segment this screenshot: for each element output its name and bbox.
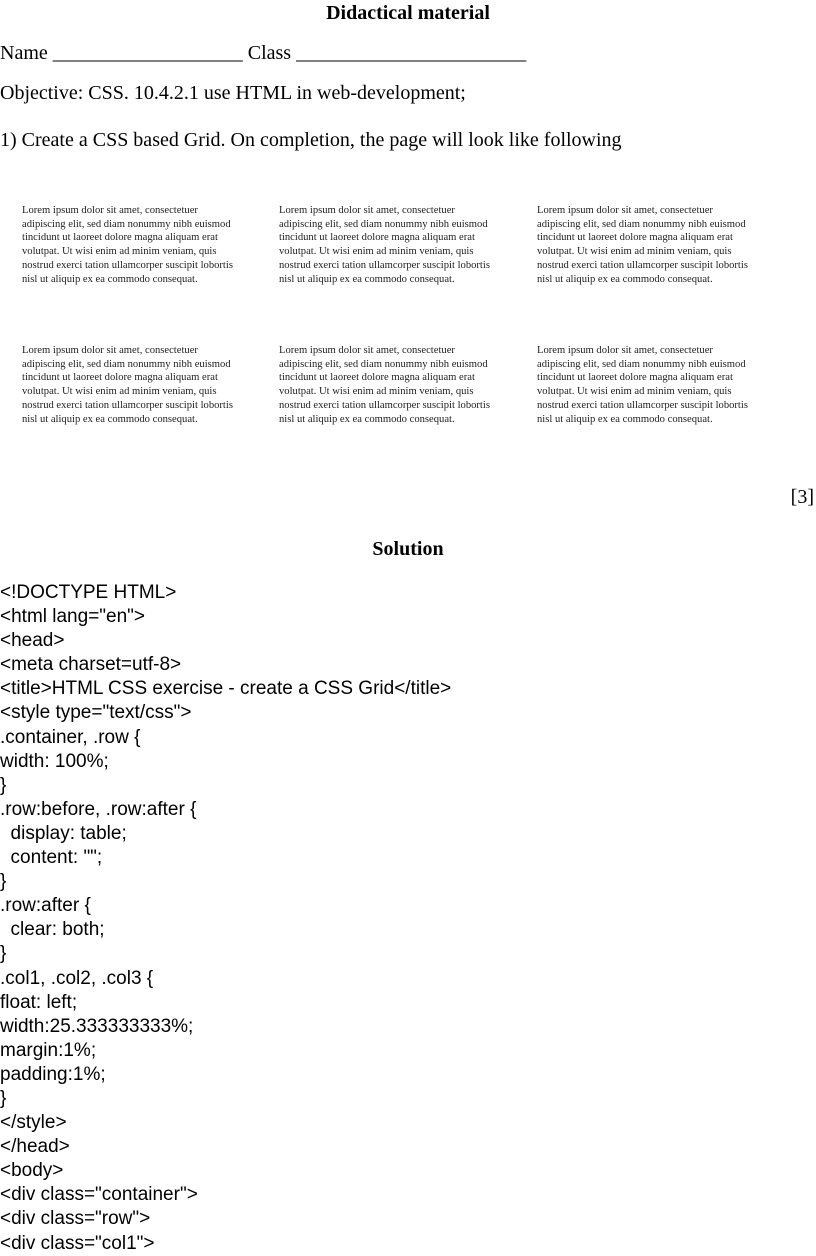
code-line: display: table; <box>0 822 127 844</box>
solution-code-block <box>0 581 451 1256</box>
code-line: } <box>0 774 7 796</box>
code-line: .row:before, .row:after { <box>0 798 197 820</box>
grid-example-image <box>22 204 782 484</box>
code-line: <div class="col1"> <box>0 1232 155 1254</box>
code-line: <html lang="en"> <box>0 606 146 628</box>
code-line: width:25.333333333%; <box>0 1015 194 1037</box>
code-line: <meta charset=utf-8> <box>0 654 182 676</box>
code-line: padding:1%; <box>0 1063 106 1085</box>
grid-example-cell: Lorem ipsum dolor sit amet, consectetuer adipiscing elit, sed diam nonummy nibh euismod tincidunt ut laoreet dolore magna aliquam erat volutpat. Ut wisi enim ad minim veniam, quis nostrud exerci tation ullamcorper suscipit lobortis nisl ut aliquip ex ea commodo consequat. <box>537 205 748 285</box>
document-title: Didactical material <box>326 2 490 24</box>
grid-example-cell: Lorem ipsum dolor sit amet, consectetuer adipiscing elit, sed diam nonummy nibh euismod tincidunt ut laoreet dolore magna aliquam erat volutpat. Ut wisi enim ad minim veniam, quis nostrud exerci tation ullamcorper suscipit lobortis nisl ut aliquip ex ea commodo consequat. <box>279 205 490 285</box>
code-line: clear: both; <box>0 919 105 941</box>
code-line: </head> <box>0 1136 70 1158</box>
objective-line: Objective: CSS. 10.4.2.1 use HTML in web-development; <box>0 82 466 104</box>
code-line: <head> <box>0 630 65 652</box>
code-line: <style type="text/css"> <box>0 702 192 724</box>
code-line: <body> <box>0 1160 64 1182</box>
code-line: } <box>0 943 7 965</box>
grid-example-cell: Lorem ipsum dolor sit amet, consectetuer adipiscing elit, sed diam nonummy nibh euismod tincidunt ut laoreet dolore magna aliquam erat volutpat. Ut wisi enim ad minim veniam, quis nostrud exerci tation ullamcorper suscipit lobortis nisl ut aliquip ex ea commodo consequat. <box>22 205 233 285</box>
grid-example-cell: Lorem ipsum dolor sit amet, consectetuer adipiscing elit, sed diam nonummy nibh euismod tincidunt ut laoreet dolore magna aliquam erat volutpat. Ut wisi enim ad minim veniam, quis nostrud exerci tation ullamcorper suscipit lobortis nisl ut aliquip ex ea commodo consequat. <box>537 345 748 425</box>
code-line: .container, .row { <box>0 726 141 748</box>
code-line: content: ""; <box>0 847 103 869</box>
grid-example-cell: Lorem ipsum dolor sit amet, consectetuer adipiscing elit, sed diam nonummy nibh euismod tincidunt ut laoreet dolore magna aliquam erat volutpat. Ut wisi enim ad minim veniam, quis nostrud exerci tation ullamcorper suscipit lobortis nisl ut aliquip ex ea commodo consequat. <box>279 345 490 425</box>
code-line: } <box>0 1087 7 1109</box>
code-line: <div class="row"> <box>0 1208 151 1230</box>
grid-example-cell: Lorem ipsum dolor sit amet, consectetuer adipiscing elit, sed diam nonummy nibh euismod tincidunt ut laoreet dolore magna aliquam erat volutpat. Ut wisi enim ad minim veniam, quis nostrud exerci tation ullamcorper suscipit lobortis nisl ut aliquip ex ea commodo consequat. <box>22 345 233 425</box>
code-line: </style> <box>0 1112 67 1134</box>
code-line: margin:1%; <box>0 1039 97 1061</box>
code-line: <title>HTML CSS exercise - create a CSS Grid</title> <box>0 678 452 700</box>
code-line: <!DOCTYPE HTML> <box>0 582 177 603</box>
marks-label: [3] <box>790 486 814 508</box>
grid-example-row <box>22 344 782 484</box>
grid-example-row <box>22 204 782 344</box>
code-line: width: 100%; <box>0 750 109 772</box>
code-line: float: left; <box>0 991 78 1013</box>
code-line: .col1, .col2, .col3 { <box>0 967 154 989</box>
code-line: <div class="container"> <box>0 1184 198 1206</box>
task-instruction: 1) Create a CSS based Grid. On completion, the page will look like following <box>0 129 622 151</box>
code-line: .row:after { <box>0 895 91 917</box>
code-line: } <box>0 871 7 893</box>
solution-heading: Solution <box>372 538 444 560</box>
name-class-line: Name ___________________ Class _______________________ <box>0 42 527 64</box>
